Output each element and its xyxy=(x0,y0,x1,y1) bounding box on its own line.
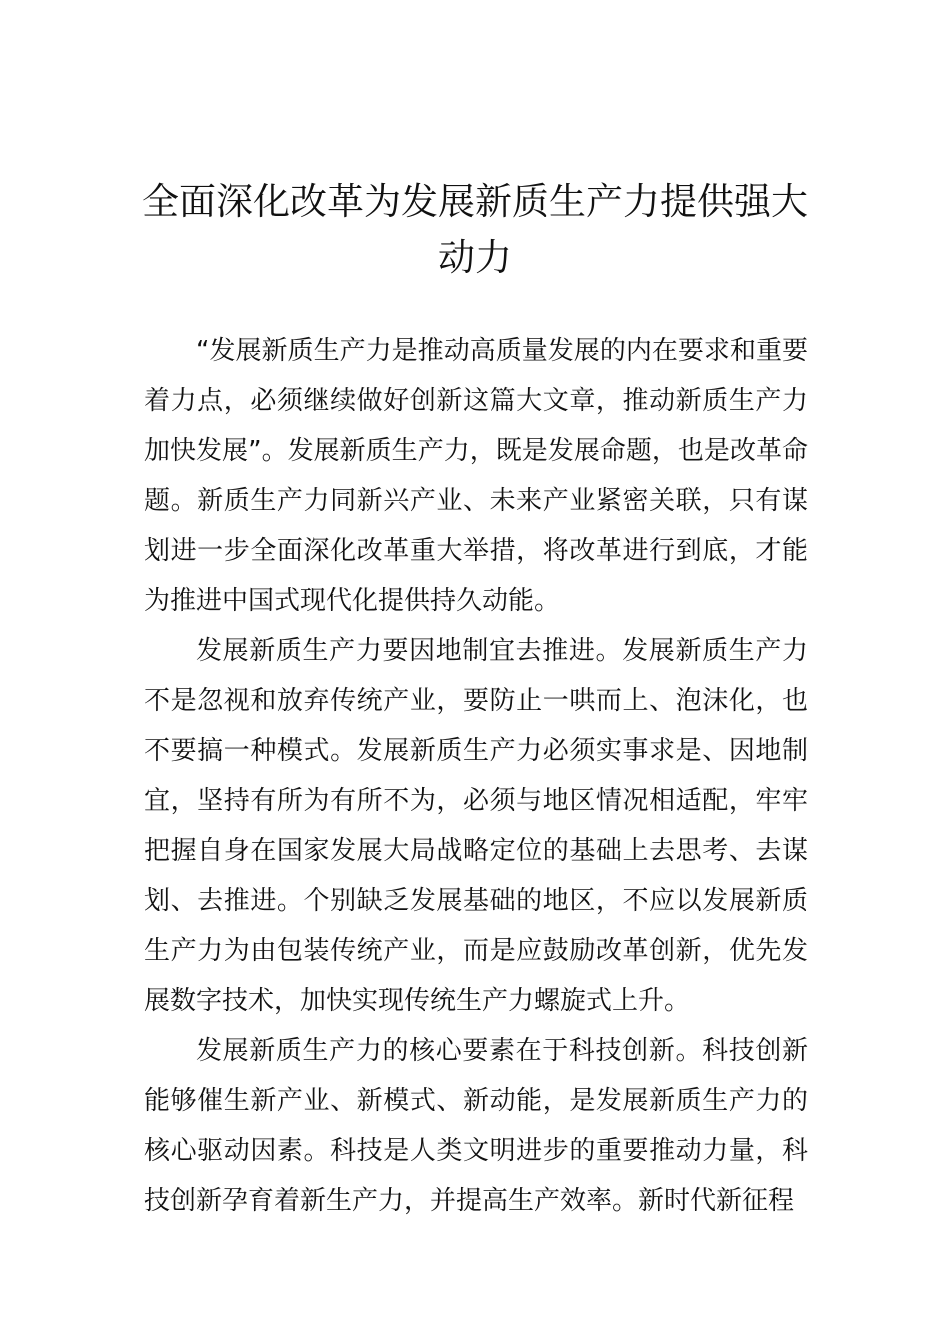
paragraph-3: 发展新质生产力的核心要素在于科技创新。科技创新能够催生新产业、新模式、新动能，是发展新质生产力的核心驱动因素。科技是人类文明进步的重要推动力量，科技创新孕育着新生产力，并提高生产效率。新时代新征程 xyxy=(144,1036,808,1216)
document-title: 全面深化改革为发展新质生产力提供强大动力 xyxy=(142,180,808,279)
paragraph-2: 发展新质生产力要因地制宜去推进。发展新质生产力不是忽视和放弃传统产业，要防止一哄而上、泡沫化，也不要搞一种模式。发展新质生产力必须实事求是、因地制宜，坚持有所为有所不为，必须与地区情况相适配，牢牢把握自身在国家发展大局战略定位的基础上去思考、去谋划、去推进。个别缺乏发展基础的地区，不应以发展新质生产力为由包装传统产业，而是应鼓励改革创新，优先发展数字技术，加快实现传统生产力螺旋式上升。 xyxy=(144,636,808,1016)
document-body xyxy=(144,326,808,1226)
paragraph-1: “发展新质生产力是推动高质量发展的内在要求和重要着力点，必须继续做好创新这篇大文章，推动新质生产力加快发展”。发展新质生产力，既是发展命题，也是改革命题。新质生产力同新兴产业、未来产业紧密关联，只有谋划进一步全面深化改革重大举措，将改革进行到底，才能为推进中国式现代化提供持久动能。 xyxy=(144,336,808,616)
